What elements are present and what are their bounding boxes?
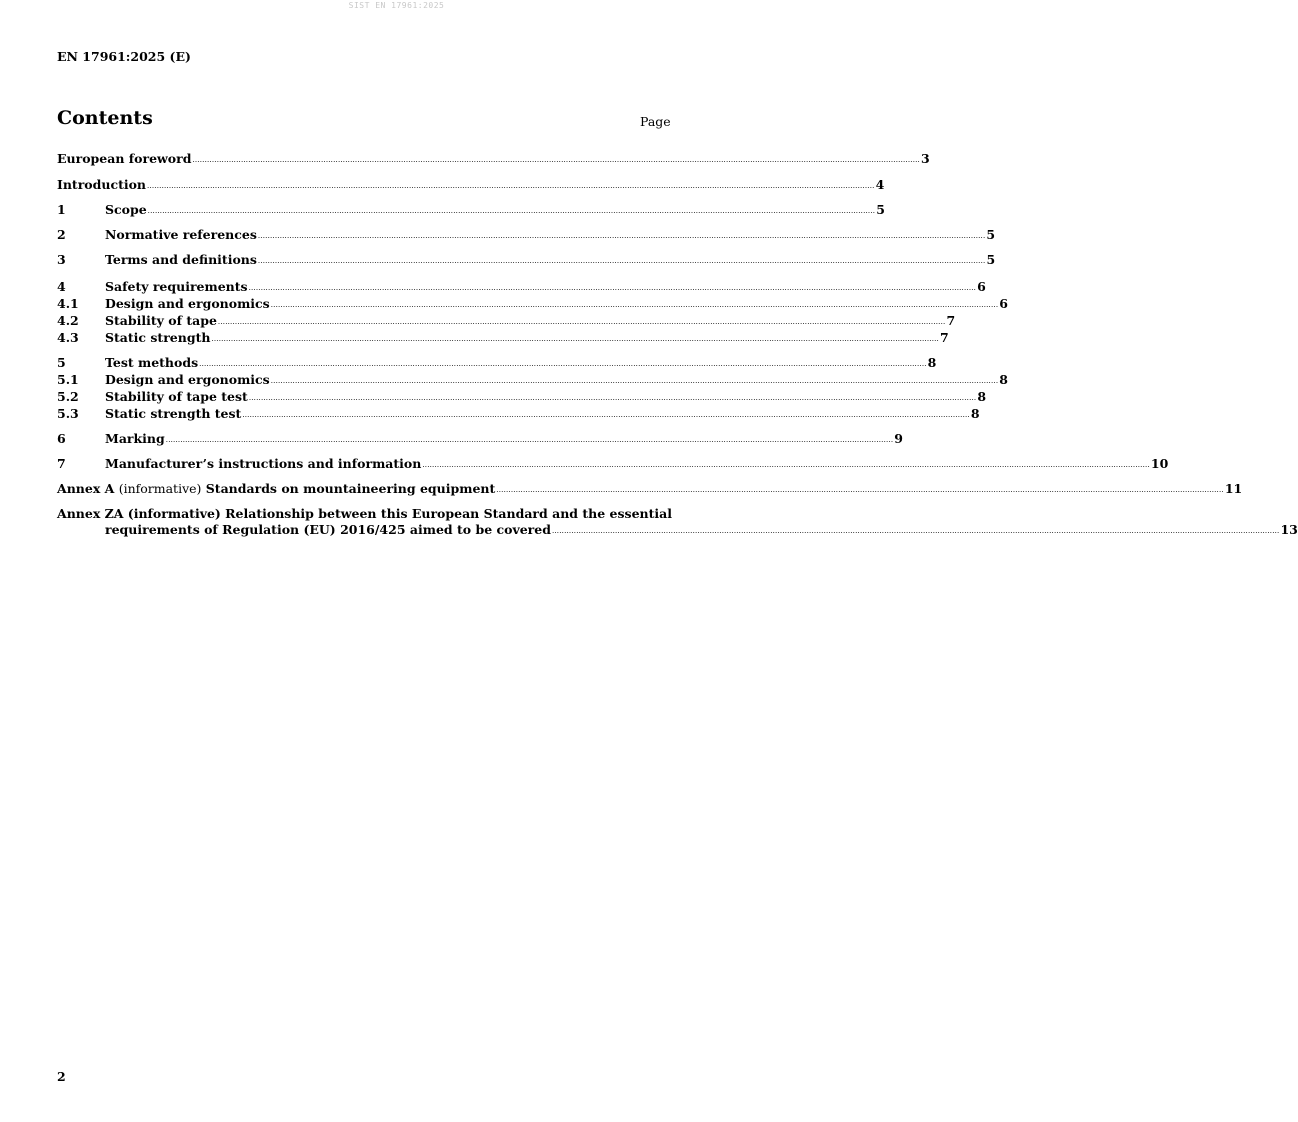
dot-leader: ............................................................................................................................................................................................................................................................................................................ [147,182,875,190]
annex-za-first-line [57,506,672,522]
toc-entry-normative-references[interactable] [57,226,996,243]
annex-za-second-line [57,522,1298,540]
toc-entry-title: Stability of tape [105,313,217,328]
toc-entry-title: Safety requirements [105,279,248,294]
toc-entry-marking[interactable] [57,430,903,447]
toc-entry-title: Introduction [57,177,147,192]
toc-entry-annex-za[interactable] [57,506,1298,540]
dot-leader: ............................................................................................................................................................................................................................................................................................................ [551,527,1280,535]
toc-entry-static-strength[interactable] [57,329,949,346]
dot-leader: ............................................................................................................................................................................................................................................................................................................ [211,335,939,343]
annex-title: Standards on mountaineering equipment [205,481,496,496]
watermark: SIST EN 17961:2025 [348,1,445,10]
toc-entry-number: 4 [57,279,66,294]
annex-label: Annex ZA [57,506,124,521]
toc-entry-page: 5 [986,227,996,242]
toc-entry-safety-requirements[interactable] [57,278,986,295]
toc-entry-number: 5 [57,355,66,370]
toc-entry-stability-of-tape-test[interactable] [57,388,987,405]
toc-entry-scope[interactable] [57,201,885,218]
toc-entry-test-methods[interactable] [57,354,937,371]
toc-entry-number: 4.1 [57,296,79,311]
toc-entry-page: 3 [920,151,930,166]
toc-entry-annex-a[interactable] [57,480,1243,497]
toc-entry-static-strength-test[interactable] [57,405,980,422]
page-column-label: Page [640,114,671,129]
toc-entry-page: 7 [939,330,949,345]
dot-leader: ............................................................................................................................................................................................................................................................................................................ [248,394,977,402]
toc-entry-title [57,480,495,497]
toc-entry-title: Marking [105,431,165,446]
toc-entry-number: 5.2 [57,389,79,404]
toc-entry-number: 7 [57,456,66,471]
toc-entry-number: 3 [57,252,66,267]
toc-entry-stability-of-tape[interactable] [57,312,956,329]
dot-leader: ............................................................................................................................................................................................................................................................................................................ [270,301,999,309]
toc-entry-number: 5.3 [57,406,79,421]
toc-entry-page: 9 [894,431,903,446]
annex-title-line2: requirements of Regulation (EU) 2016/425 aimed to be covered [105,522,551,537]
annex-qualifier: (informative) [118,481,202,496]
toc-entry-introduction[interactable] [57,176,885,193]
dot-leader: ............................................................................................................................................................................................................................................................................................................ [147,207,876,215]
toc-entry-number: 4.3 [57,330,79,345]
toc-entry-number: 2 [57,227,66,242]
dot-leader: ............................................................................................................................................................................................................................................................................................................ [496,486,1224,494]
annex-qualifier: (informative) [127,506,221,521]
toc-entry-page: 10 [1150,456,1169,471]
annex-label: Annex A [57,481,115,496]
toc-entry-title: Scope [105,202,147,217]
toc-entry-test-design-and-ergonomics[interactable] [57,371,1008,388]
dot-leader: ............................................................................................................................................................................................................................................................................................................ [192,156,920,164]
dot-leader: ............................................................................................................................................................................................................................................................................................................ [257,232,986,240]
toc-entry-title: Stability of tape test [105,389,248,404]
toc-entry-title: Static strength test [105,406,242,421]
toc-entry-page: 5 [876,202,885,217]
toc-entry-page: 4 [875,177,885,192]
dot-leader: ............................................................................................................................................................................................................................................................................................................ [270,377,999,385]
toc-entry-title: Static strength [105,330,211,345]
dot-leader: ............................................................................................................................................................................................................................................................................................................ [257,257,986,265]
toc-entry-title: Manufacturer’s instructions and information [105,456,422,471]
toc-entry-page: 5 [986,252,996,267]
document-identifier: EN 17961:2025 (E) [57,49,191,64]
dot-leader: ............................................................................................................................................................................................................................................................................................................ [422,461,1150,469]
toc-entry-title: Test methods [105,355,199,370]
toc-entry-terms-and-definitions[interactable] [57,251,996,268]
dot-leader: ............................................................................................................................................................................................................................................................................................................ [248,284,977,292]
toc-entry-title: Design and ergonomics [105,372,270,387]
toc-entry-design-and-ergonomics[interactable] [57,295,1008,312]
toc-entry-title: Terms and definitions [105,252,257,267]
toc-entry-title: Design and ergonomics [105,296,270,311]
toc-entry-number: 5.1 [57,372,79,387]
toc-entry-page: 13 [1280,522,1298,537]
toc-entry-page: 8 [927,355,937,370]
contents-heading: Contents [57,107,153,129]
toc-entry-number: 6 [57,431,66,446]
annex-title-line1: Relationship between this European Standard and the essential [225,506,672,521]
toc-entry-page: 7 [946,313,956,328]
toc-entry-number: 4.2 [57,313,79,328]
toc-entry-page: 6 [977,279,986,294]
dot-leader: ............................................................................................................................................................................................................................................................................................................ [242,411,970,419]
toc-entry-page: 8 [977,389,987,404]
toc-entry-page: 8 [970,406,980,421]
toc-entry-manufacturers-instructions[interactable] [57,455,1169,472]
dot-leader: ............................................................................................................................................................................................................................................................................................................ [165,436,894,444]
toc-entry-page: 6 [999,296,1008,311]
toc-entry-european-foreword[interactable] [57,150,930,167]
toc-entry-page: 8 [999,372,1008,387]
toc-entry-page: 11 [1224,481,1243,496]
dot-leader: ............................................................................................................................................................................................................................................................................................................ [199,360,927,368]
toc-entry-title: European foreword [57,151,192,166]
page-number: 2 [57,1069,66,1084]
dot-leader: ............................................................................................................................................................................................................................................................................................................ [217,318,946,326]
toc-entry-number: 1 [57,202,66,217]
toc-entry-title: Normative references [105,227,257,242]
